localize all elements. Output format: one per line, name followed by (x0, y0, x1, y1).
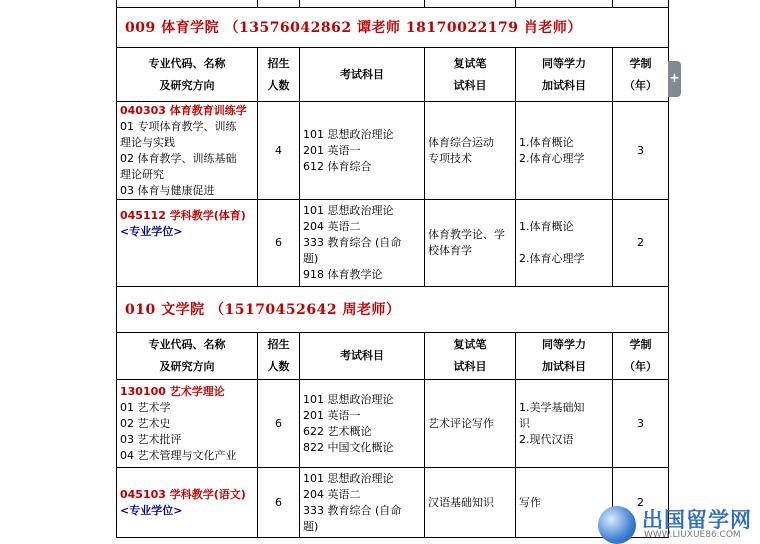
table-row (117, 200, 669, 287)
enroll-count: 6 (258, 200, 300, 287)
header-exam: 考试科目 (300, 333, 425, 380)
retest-subjects: 艺术评论写作 (425, 380, 516, 468)
equiv-subjects: 1.体育概论 2.体育心理学 (516, 102, 613, 200)
years-value: 2 (613, 200, 669, 287)
table-row (117, 380, 669, 468)
table-row (117, 468, 669, 538)
equiv-subjects: 1.美学基础知 识 2.现代汉语 (516, 380, 613, 468)
header-retest: 复试笔 试科目 (425, 333, 516, 380)
program-code-cell: 045112 学科教学(体育) <专业学位> (117, 200, 258, 287)
exam-subjects: 101 思想政治理论 204 英语二 333 教育综合 (自命 题) 918 体育教学论 (300, 200, 425, 287)
enroll-count: 6 (258, 468, 300, 538)
header-years: 学制 （年） (613, 333, 669, 380)
retest-subjects: 体育综合运动 专项技术 (425, 102, 516, 200)
plus-icon: + (669, 71, 680, 86)
watermark-logo (598, 502, 760, 544)
table-row (117, 102, 669, 200)
exam-subjects: 101 思想政治理论 201 英语一 622 艺术概论 822 中国文化概论 (300, 380, 425, 468)
watermark-brand: 出国留学网 (642, 508, 752, 532)
dept-title-literature: 010 文学院 （15170452642 周老师） (117, 287, 669, 333)
years-value: 3 (613, 102, 669, 200)
header-exam: 考试科目 (300, 48, 425, 102)
program-table (116, 7, 669, 538)
header-retest: 复试笔 试科目 (425, 48, 516, 102)
program-code-cell: 045103 学科教学(语文) <专业学位> (117, 468, 258, 538)
table-header-row (117, 333, 669, 380)
equiv-subjects: 1.体育概论 2.体育心理学 (516, 200, 613, 287)
header-enroll: 招生 人数 (258, 48, 300, 102)
table-header-row (117, 48, 669, 102)
header-code: 专业代码、名称 及研究方向 (117, 48, 258, 102)
program-code-cell: 130100 艺术学理论 01 艺术学 02 艺术史 03 艺术批评 04 艺术管理与文化产业 (117, 380, 258, 468)
header-code: 专业代码、名称 及研究方向 (117, 333, 258, 380)
header-years: 学制 （年） (613, 48, 669, 102)
header-equiv: 同等学力 加试科目 (516, 333, 613, 380)
degree-type: <专业学位> (120, 225, 183, 238)
equiv-subjects: 写作 (516, 468, 613, 538)
header-equiv: 同等学力 加试科目 (516, 48, 613, 102)
expand-tab-button[interactable] (668, 61, 681, 97)
enroll-count: 6 (258, 380, 300, 468)
dept-title-sports: 009 体育学院 （13576042862 谭老师 18170022179 肖老师） (117, 8, 669, 48)
years-value: 2 (613, 468, 669, 538)
exam-subjects: 101 思想政治理论 201 英语一 612 体育综合 (300, 102, 425, 200)
watermark-url: WWW.LIUXUE86.COM (644, 530, 741, 540)
retest-subjects: 汉语基础知识 (425, 468, 516, 538)
degree-type: <专业学位> (120, 503, 183, 517)
header-enroll: 招生 人数 (258, 333, 300, 380)
years-value: 3 (613, 380, 669, 468)
retest-subjects: 体育教学论、学 校体育学 (425, 200, 516, 287)
program-code-cell: 040303 体育教育训练学 01 专项体育教学、训练 理论与实践 02 体育教学、训练基础 理论研究 03 体育与健康促进 (117, 102, 258, 200)
enroll-count: 4 (258, 102, 300, 200)
globe-icon (598, 506, 636, 544)
exam-subjects: 101 思想政治理论 204 英语二 333 教育综合 (自命 题) (300, 468, 425, 538)
